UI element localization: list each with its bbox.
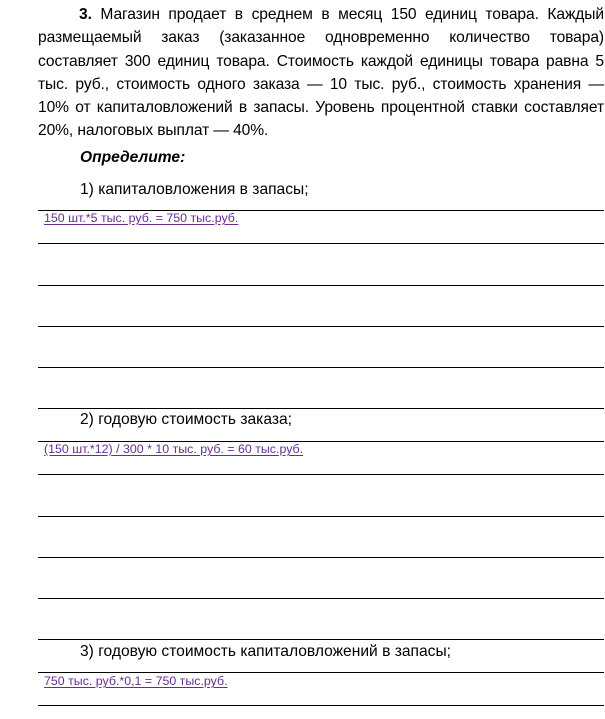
question-1-label: 1) капиталовложения в запасы; [80, 181, 309, 198]
answer-line [38, 639, 604, 640]
answer-line [38, 367, 604, 368]
question-3-label: 3) годовую стоимость капиталовложений в запасы; [80, 643, 451, 660]
answer-line [38, 705, 604, 706]
answer-line [38, 285, 604, 286]
question-2-label: 2) годовую стоимость заказа; [80, 411, 292, 428]
task-heading: Определите: [80, 149, 186, 166]
answer-line [38, 516, 604, 517]
answer-line [38, 474, 604, 475]
question-3-answer[interactable]: 750 тыс. руб.*0,1 = 750 тыс.руб. [44, 674, 228, 688]
answer-line [38, 557, 604, 558]
answer-line [38, 326, 604, 327]
answer-line [38, 672, 604, 673]
question-2-answer[interactable]: (150 шт.*12) / 300 * 10 тыс. руб. = 60 тыс.руб. [44, 442, 304, 456]
problem-text: Магазин продает в среднем в месяц 150 единиц товара. Каждый размещаемый заказ (заказанное одновременно количество товара) составляет 300 единиц товара. Стоимость каждой единицы товара равна 5 тыс. руб., стоимость одного заказа — 10 тыс. руб., стоимость хранения — 10% от капиталовложений в запасы. Уровень процентной ставки составляет 20%, налоговых выплат — 40%. [38, 6, 604, 140]
answer-line [38, 243, 604, 244]
question-1-answer[interactable]: 150 шт.*5 тыс. руб. = 750 тыс.руб. [44, 211, 239, 225]
problem-statement [38, 3, 604, 143]
answer-line [38, 408, 604, 409]
problem-number: 3. [79, 6, 92, 23]
answer-line [38, 598, 604, 599]
